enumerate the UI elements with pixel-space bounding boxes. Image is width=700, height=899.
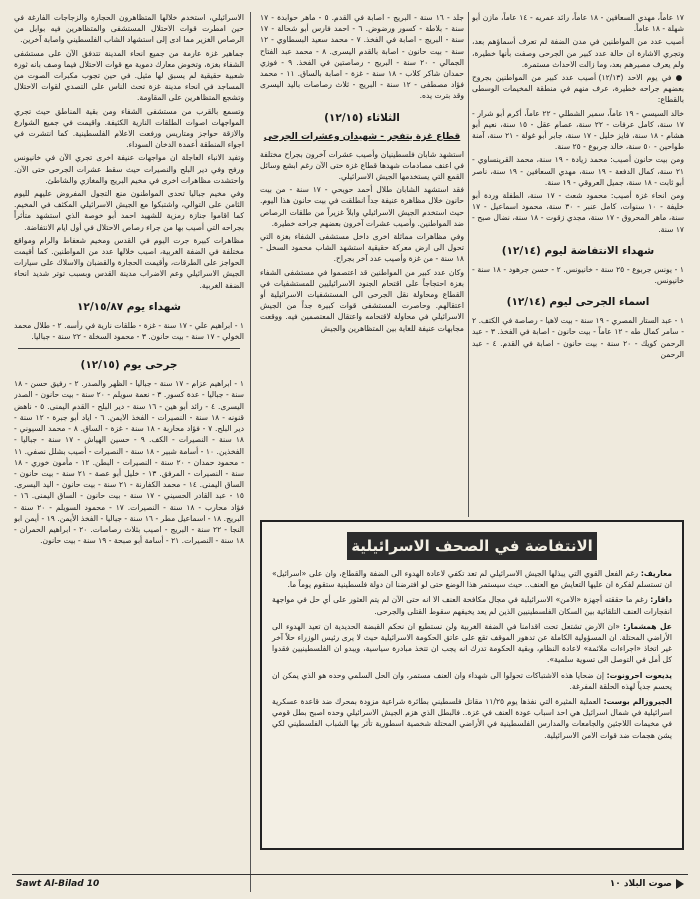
section-heading: الثلاثاء (١٢/١٥) [324,111,400,124]
press-item [272,568,672,590]
footer-english: Sawt Al-Bilad 10 [16,879,100,889]
paragraph: أصيب عدد من المواطنين في مدن الضفة لم تعرف أسماؤهم بعد، وتجري الاشارة ان حالة عدد كبير من الجرحى وصفت بأنها خطيرة، ولم يعرف مصيرهم بعد، وما زالت الاحداث مستمرة. [472,37,684,69]
press-quote: رغم الفعل القوي التي يبذلها الجيش الاسرائيلي لم تعد تكفي لاعادة الهدوء الى الضفة والقطاع، وان على «اسرائيل» ان تستسلم لفكرة ان عليها التعايش مع العنف.. حيث سيستمر هذا الوضع حتى لو افترضنا ان دولة فلسطينية ستقوم يوماً ما. [272,569,672,590]
right-column [472,12,684,517]
paragraph: جلد - ١٦ سنة - البريج - اصابة في القدم. ٥ - ماهر حوابدة - ١٧ سنة - بلاطة - كسور ورضوض. ٦ - احمد فارس أبو شحالة - ١٧ سنة - البريج - اصابة في الفخذ. ٧ - محمد سعيد البسطاوي - ١٢ سنة - بيت حانون - اصابة بالقدم اليسرى. ٨ - محمد عبد الفتاح الجمالي - ٢٠ سنة - البريج - رصاصتين في الفخذ. ٩ - فوزي حمدان شاكر كلاب - ١٨ سنة - غزة - اصابة بالساق. ١١ - محمد فؤاد مصطفى - ١٢ سنة - البريج - ثلاث رصاصات باليد اليسرى وقد بترت يده. [260,13,464,101]
paragraph: ومن بيت حانون أصيب: محمد زيادة - ١٩ سنة، محمد القرينساوي - ٢١ سنة، كمال الدفعة - ١٩ سنة، مهدي السعافين - ١٩ سنة، ناصر أبو ثابت - ١٨ سنة، جميل العروقي - ١٩ سنة. [472,155,684,187]
paragraph: وفي مخيم جباليا تحدى المواطنون منع التجول المفروض عليهم لليوم الثامن على التوالي، واشتبكوا مع الجيش الاسرائيلي المكثف في المخيم. كما اقاموا جنازة رمزية للشهيد احمد أبو خوصة الذي استشهد متأثراً بجراحه التي أصيب بها من جراء رصاص الاحتلال في أول ايام الانتفاضة. [14,189,244,232]
israeli-press-box [260,520,684,850]
box-title: الانتفاضة في الصحف الاسرائيلية [347,532,597,560]
martyrs-heading: شهداء يوم ١٢/١٥/٨٧ [77,300,181,313]
page-footer [12,874,688,893]
press-source: عل همشمار: [623,621,672,631]
press-source: يديعوت احرونوت: [606,670,673,680]
column-divider [468,12,469,517]
wounded-heading: جرحى يوم (١٢/١٥) [80,359,178,372]
press-source: الجيروزالم بوست: [603,697,672,707]
press-item [272,696,672,741]
paragraph: مظاهرات كبيرة جرت اليوم في القدس ومخيم شعفاط والرام ومواقع مختلفة في الضفة الغربية، اصيب خلالها عدد من المواطنين. كما أقيمت الحواجز على الطرقات، وأقيمت الحجارة والقضبان والاسلاك على سيارات الجيش الاسرائيلي وعم الاضراب مدينة القدس وبسبب توتر شديد انحاء الضفة الغربية. [14,235,244,290]
section-divider [18,348,240,349]
martyrs-heading: شهداء الانتفاضة ليوم (١٢/١٤) [501,244,655,257]
paragraph: ومن انحاء غزة أصيب: محمود شعث - ١٧ سنة، الطفلة وردة أبو خليفة - ١٠ سنوات، كامل عنبر - ٣٠ سنة، محمود اسماعيل - ١٧ سنة، ماهر المحروق - ١٧ سنة، مجدي زقوت - ١٨ سنة، نضال صبح - ١٧ سنة. [472,191,684,234]
paragraph: خالد السيسي - ١٩ عاماً، سمير الشطلي - ٢٢ عاماً، أكرم أبو شرار - ١٧ سنة، كامل عرفات - ٢٢ سنة، عصام عقل - ١٥ سنة، نعيم أبو هشام - ١٨ سنة، فايز خليل - ١٧ سنة، جابر أبو غولة - ٢١ سنة، آمنة طواحين - ٥٠ سنة، خالد جربوع - ٢٥ سنة. [472,108,684,152]
section-subheading: قطاع غزة يتفجر - شهيدان وعشرات الجرحى [263,131,461,142]
middle-column [260,12,464,517]
wounded-list: ١ - عبد الستار المصري - ١٩ سنة - بيت لاهيا - رصاصة في الكتف. ٢ - سامر كمال طه - ١٢ عاماً - بيت حانون - اصابة في الفخذ. ٣ - عبد الرحمن كويك - ٢٠ سنة - بيت حانون - اصابة في القدم. ٤ - عبد الرحمن [472,316,684,359]
press-item [272,594,672,616]
press-quote: «ان الارض تشتعل تحت اقدامنا في الضفة الغربية ولن نستطيع ان نحكم القبضة الحديدية ان تعيد الهدوء الى الأراضي المحتلة. ان المسؤولية الكاملة عن تدهور الموقف تقع على عاتق الحكومة الاسرائيلية حيث لا يرى رئيس الوزراء حلاً آخر غير اتخاذ «اجراءات ملائمة» لاعادة النظام، وبقية الحكومة تدرك انه يجب ان تتخذ مبادرة سياسية، ويبدو ان الفلسطينيين فقدوا كل أمل في التوصل الى تسوية سلمية». [272,621,672,665]
paragraph: وكان عدد كبير من المواطنين قد اعتصموا في مستشفى الشفاء بغزة احتجاجاً على اقتحام الجنود الاسرائيليين للمستشفيات في القطاع ومحاولة نقل الجرحى الى المستشفيات الاسرائيلية أو اعتقالهم. وحاصرت المستشفى قوات كبيرة جداً من الجيش الاسرائيلي في محاولة لاقتحامه واعتقال المعتصمين فيه. ووقعت مجابهات عنيفة للغاية بين المتظاهرين والجيش [260,267,464,333]
arrow-icon [676,879,684,889]
press-item [272,621,672,666]
paragraph: جماهير غزة عارمة من جميع انحاء المدينة تتدفق الآن على مستشفى الشفاء بغزة، وتخوض معارك دموية مع قوات الاحتلال فيما وصف بانه ثورة شعبية حقيقية لم يسبق لها مثيل. في حين تجوب مكبرات الصوت من المساجد في انحاء مدينة غزة تحث الناس على التصدي لقوات الاحتلال وتشجع المتظاهرين على المقاومة. [14,48,244,103]
paragraph: وتفيد الانباء العاجلة ان مواجهات عنيفة اخرى تجري الآن في خانيونس ورفح وفي دير البلح والنصيرات حيث سقط عشرات الجرحى حتى الآن. واحتشدت مظاهرات اخرى في مخيم البريج والمغازي والشاطئ. [14,153,244,185]
martyrs-list: ١ - يونس جربوع - ٢٥ سنة - خانيونس. ٢ - حسن جرهود - ١٨ سنة - خانيونس. [472,264,684,286]
paragraph: فقد استشهد الشابان طلال أحمد حويحي - ١٧ سنة - من بيت حانون خلال مظاهرة عنيفة جداً انطلقت في بيت حانون هذا اليوم. حيث استخدم الجيش الاسرائيلي وابلاً غزيراً من طلقات الرصاص ضد المواطنين. وأصيب عشرات آخرون بعضهم جراحه خطيرة. [260,185,464,228]
wounded-heading: اسماء الجرحى ليوم (١٢/١٤) [506,296,650,309]
footer-arabic-text: صوت البلاد ١٠ [609,879,672,889]
paragraph: وفي مظاهرات مماثلة اخرى داخل مستشفى الشفاء بغزة التي تحول الى ارض معركة حقيقية استشهد الشاب محمود السخل - ١٨ سنة - من غزة وأصيب عدد آخر بجراح. [260,232,464,264]
press-quote: رغم ما حققته أجهزة «الامن» الاسرائيلية في مجال مكافحة العنف الا انه حتى الآن لم يتم العثور على أي حل في مواجهة انفجارات العنف التلقائية بين السكان الفلسطينيين الذين لم يعد يخيفهم سقوط القتلى والجرحى. [272,595,672,616]
paragraph: ١٧ عاماً، مهدي السعافين - ١٨ عاماً، رائد عمريه - ١٤ عاماً، مازن أبو شهلة - ١٨ عاماً. [472,13,684,34]
column-divider [250,12,251,892]
press-source: دافار: [650,595,672,605]
press-quote: إن ضحايا هذه الاشتباكات تحولوا الى شهداء وان العنف مستمر، وان الحل السلمي وحده هو الذي يمكن ان يحسم جدياً لهذه الحلقة المفرغة. [272,670,672,691]
paragraph: استشهد شابان فلسطينيان وأصيب عشرات آخرون بجراح مختلفة في اعنف مصادمات شهدها قطاع غزة حتى الآن رغم ابشع وسائل القمع التي يستخدمها الجيش الاسرائيلي. [260,149,464,182]
wounded-list: ١ - ابراهيم عزام - ١٧ سنة - جباليا - الظهر والصدر. ٢ - رفيق حسن - ١٨ سنة - جباليا - عدة كسور. ٣ - نعمة سويلم - ٢٠ سنة - بيت حانون - الصدر اليسرى. ٤ - رائد أبو هين - ١٦ سنة - دير البلح - القدم اليمنى. ٥ - ناهض قنونه - ١٨ سنة - النصيرات - الفخذ الايمن. ٦ - اياد أبو جبرة - ١٢ سنة - دير البلح. ٧ - فؤاد محاربة - ١٨ سنة - غزة - الساق. ٨ - محمد السيوني - ١٨ سنة - النصيرات - الكف. ٩ - حسين الهياش - ١٧ سنة - جباليا - الفخذين. ١٠ - أسامة شبير - ١٨ سنة - النصيرات - أصيب بشلل نصفي. ١١ - محمود حمدان - ٢٠ سنة - النصيرات - البطن. ١٢ - مأمون خوري - ١٨ سنة - النصيرات - المرفق. ١٣ - خليل أبو عصة - ٢١ سنة - بيت حانون - الساق اليمنى. ١٤ - محمد الكفارنة - ٢١ سنة - بيت حانون - اليد اليسرى. ١٥ - عبد القادر الحسيني - ١٧ سنة - بيت حانون - الساق اليمنى. ١٦ - فؤاد محارب - ١٨ سنة - النصيرات. ١٧ - محمود السويلم - ٢٠ سنة - البريج. ١٨ - اسماعيل مطر - ١٦ سنة - جباليا - الفخذ الأيمن. ١٩ - أيمن ابو النجا - ٢٢ سنة - البريج - اصيب بثلاث رصاصات. ٢٠ - ابراهيم الحمران - ١٨ سنة - النصيرات. ٢١ - أسامة أبو صبحة - ١٩ سنة - بيت حانون. [14,379,244,546]
press-source: معاريف: [640,569,672,578]
martyrs-list: ١ - ابراهيم علي - ١٧ سنة - غزة - طلقات نارية في رأسه. ٢ - طلال محمد الخولي - ١٧ سنة - بيت حانون. ٣ - محمود السخلة - ٢٢ سنة - جباليا. [14,320,244,342]
paragraph: ● في يوم الاحد (١٢/١٣) أصيب عدد كبير من المواطنين بجروح بعضهم جراحه خطيرة، عرف منهم في منطقة المخيمات الوسطى بالقطاع: [472,73,684,105]
press-quote: العملية المثيرة التي نفذها يوم ١١/٢٥ مقاتل فلسطيني بطائرة شراعية مزودة بمحرك ضد قاعدة عسكرية اسرائيلية في شمال اسرائيل هي احد اسباب عودة العنف في غزة.. فالبطل الذي هزم الجيش الاسرائيلي وحده اصبح بطل قومي في مخيمات اللاجئين والجامعات والمدارس الفلسطينية في الأراضي المحتلة شخصية اسطورية تأثر بها الشباب الفلسطيني لكي يشن هجمات ضد قوات الامن الاسرائيلية. [272,697,672,740]
press-item [272,670,672,692]
footer-arabic [610,875,684,893]
paragraph: وتسمع بالقرب من مستشفى الشفاء ومن بقية المناطق حيث تجري المواجهات اصوات الطلقات النارية الكثيفة. واقيمت في جميع الشوارع والازقة حواجز ومتاريس ورفعت الاعلام الفلسطينية. كما انتشرت في اجواء المنطقة أعمدة الدخان السوداء. [14,106,244,150]
paragraph: الاسرائيلي، استخدم خلالها المتظاهرون الحجارة والزجاجات الفارغة في حين امطرت قوات الاحتلال المستشفى والمتظاهرين فيه بوابل من الرصاص الغزير مما ادى إلى استشهاد الشاب الفلسطيني واصابة آخرين. [14,13,244,45]
left-column [14,12,244,892]
